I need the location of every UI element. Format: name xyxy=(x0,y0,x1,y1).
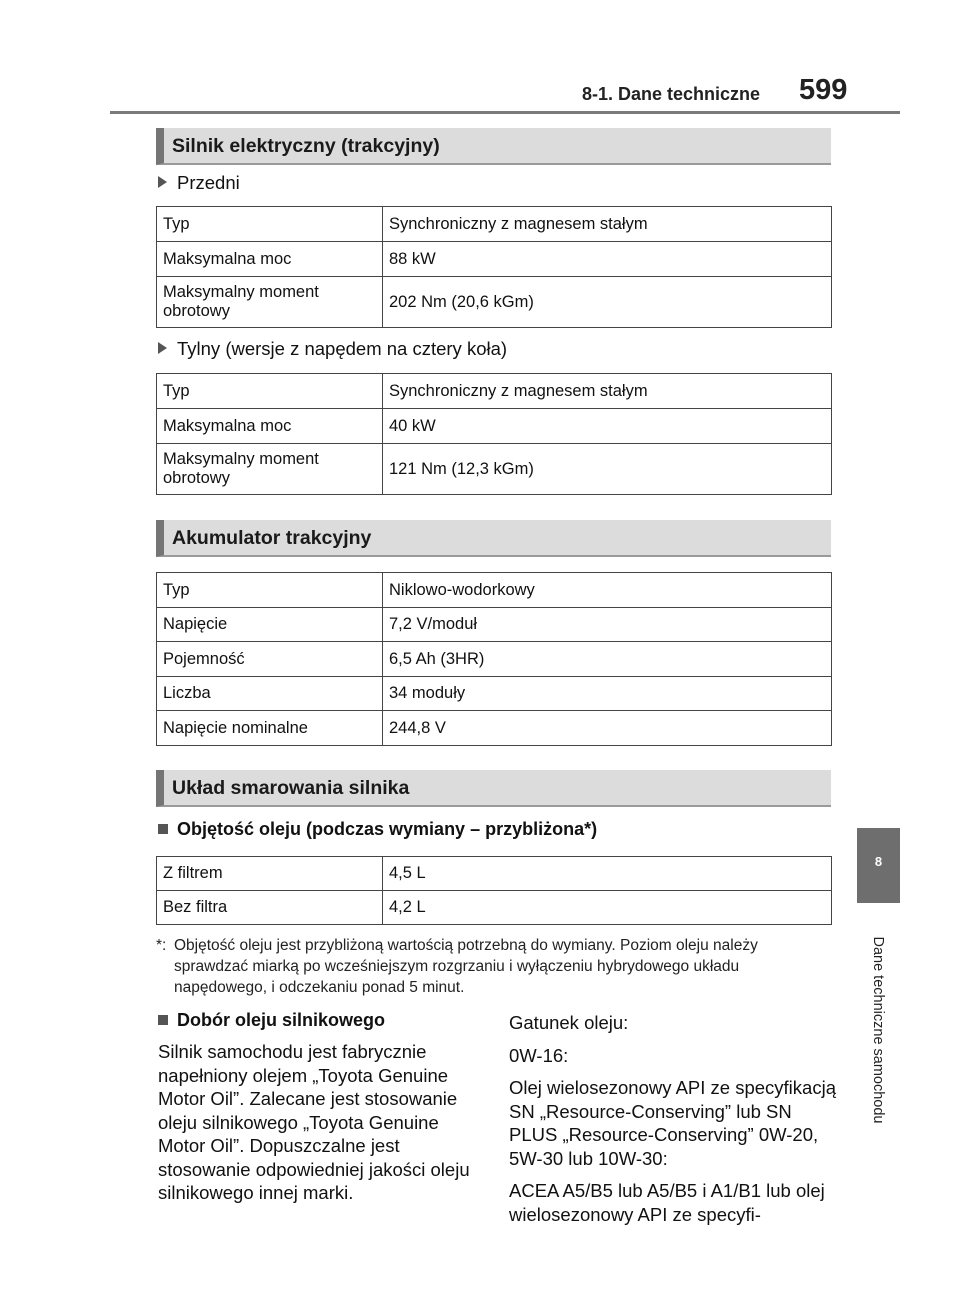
bullet-front-label: Przedni xyxy=(177,172,240,193)
table-row xyxy=(157,242,832,277)
table-value: Synchroniczny z magnesem stałym xyxy=(383,207,832,242)
table-value: 40 kW xyxy=(383,409,832,444)
table-row xyxy=(157,857,832,891)
square-bullet-icon xyxy=(158,824,168,834)
bullet-front xyxy=(158,172,240,194)
table-row xyxy=(157,642,832,677)
oil-grade-spec-1: Olej wielosezonowy API ze specyfikacją SN „Resource-Conserving” lub SN PLUS „Resource-Conserving” 0W-20, 5W-30 lub 10W-30: xyxy=(509,1077,836,1169)
table-row xyxy=(157,444,832,495)
footnote-text: Objętość oleju jest przybliżoną wartością potrzebną do wymiany. Poziom oleju należy sprawdzać miarką po wcześniejszym rozgrzaniu i wyłączeniu hybrydowego układu napędowego, i odczekaniu ponad 5 minut. xyxy=(174,937,758,996)
square-bullet-icon xyxy=(158,1015,168,1025)
section-heading-motor xyxy=(156,128,831,165)
footnote xyxy=(156,935,836,998)
table-key: Napięcie xyxy=(157,608,383,642)
table-value: Synchroniczny z magnesem stałym xyxy=(383,374,832,409)
table-key: Maksymalna moc xyxy=(157,242,383,277)
subheading-oil-selection xyxy=(158,1010,385,1031)
subheading-oil-capacity-text: Objętość oleju (podczas wymiany – przybliżona*) xyxy=(177,819,598,839)
table-value: 4,5 L xyxy=(383,857,832,891)
table-key: Liczba xyxy=(157,677,383,711)
table-key: Pojemność xyxy=(157,642,383,677)
table-row xyxy=(157,409,832,444)
table-row xyxy=(157,711,832,746)
header-section-title: 8-1. Dane techniczne xyxy=(582,84,761,104)
triangle-bullet-icon xyxy=(158,342,167,354)
table-oil-capacity xyxy=(156,856,832,925)
chapter-tab[interactable] xyxy=(857,828,900,903)
table-battery xyxy=(156,572,832,746)
table-value: 4,2 L xyxy=(383,891,832,925)
table-value: Niklowo-wodorkowy xyxy=(383,573,832,608)
subheading-oil-selection-text: Dobór oleju silnikowego xyxy=(177,1010,386,1030)
table-value: 7,2 V/moduł xyxy=(383,608,832,642)
chapter-number: 8 xyxy=(874,854,883,869)
table-rear-motor xyxy=(156,373,832,495)
table-row xyxy=(157,207,832,242)
bullet-rear xyxy=(158,338,507,360)
oil-selection-paragraph: Silnik samochodu jest fabrycznie napełniony olejem „Toyota Genuine Motor Oil”. Zalecane jest stosowanie oleju silnikowego „Toyota Genuine Motor Oil”. Dopuszczalne jest stosowanie odpowiedniej jakości oleju silnikowego innej marki. xyxy=(158,1041,470,1203)
table-key: Z filtrem xyxy=(157,857,383,891)
table-key: Typ xyxy=(157,573,383,608)
bullet-rear-label: Tylny (wersje z napędem na cztery koła) xyxy=(177,338,508,359)
table-key: Napięcie nominalne xyxy=(157,711,383,746)
table-value: 202 Nm (20,6 kGm) xyxy=(383,277,832,328)
oil-grade-spec-2: ACEA A5/B5 lub A5/B5 i A1/B1 lub olej wielosezonowy API ze specyfi- xyxy=(509,1180,825,1225)
section-heading-battery-text: Akumulator trakcyjny xyxy=(172,527,372,549)
triangle-bullet-icon xyxy=(158,176,167,188)
table-key: Maksymalna moc xyxy=(157,409,383,444)
table-key: Typ xyxy=(157,374,383,409)
table-value: 34 moduły xyxy=(383,677,832,711)
table-key: Typ xyxy=(157,207,383,242)
oil-grade-title: Gatunek oleju: xyxy=(509,1012,629,1033)
section-heading-lubrication xyxy=(156,770,831,807)
table-key: Maksymalny moment obrotowy xyxy=(157,444,383,495)
footnote-mark: *: xyxy=(156,937,167,954)
table-row xyxy=(157,374,832,409)
table-front-motor xyxy=(156,206,832,328)
table-row xyxy=(157,277,832,328)
table-key: Bez filtra xyxy=(157,891,383,925)
table-value: 244,8 V xyxy=(383,711,832,746)
table-key: Maksymalny moment obrotowy xyxy=(157,277,383,328)
chapter-side-title-text: Dane techniczne samochodu xyxy=(870,936,886,1124)
page-number: 599 xyxy=(799,74,848,106)
header-divider xyxy=(110,111,900,114)
table-row xyxy=(157,891,832,925)
section-heading-battery xyxy=(156,520,831,557)
subheading-oil-capacity xyxy=(158,819,597,840)
table-row xyxy=(157,677,832,711)
oil-grade-column xyxy=(509,1011,839,1235)
oil-grade-viscosity: 0W-16: xyxy=(509,1044,569,1066)
section-heading-motor-text: Silnik elektryczny (trakcyjny) xyxy=(172,135,440,157)
table-row xyxy=(157,573,832,608)
section-heading-lubrication-text: Układ smarowania silnika xyxy=(172,777,410,799)
table-row xyxy=(157,608,832,642)
table-value: 121 Nm (12,3 kGm) xyxy=(383,444,832,495)
table-value: 88 kW xyxy=(383,242,832,277)
table-value: 6,5 Ah (3HR) xyxy=(383,642,832,677)
